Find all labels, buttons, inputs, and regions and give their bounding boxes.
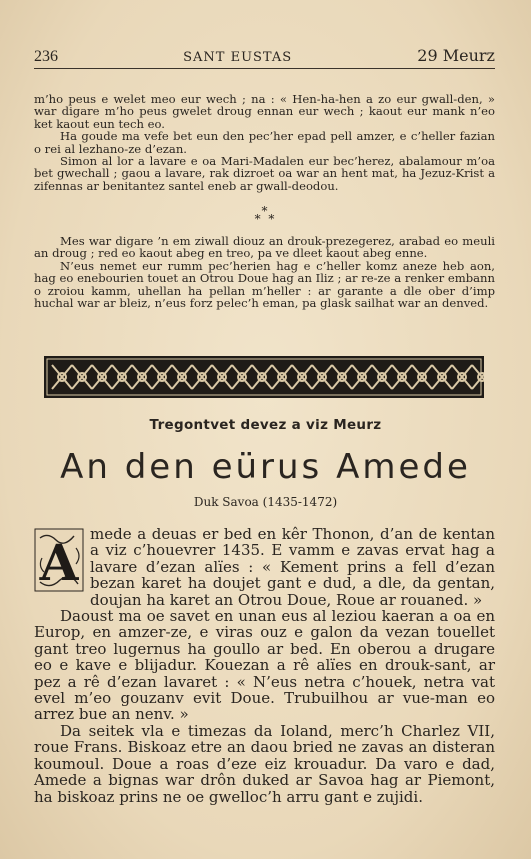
paragraph: mede a deuas er bed en kêr Thonon, d’an de kentan a viz c’houevrer 1435. E vamm e zavas ervat hag a lavare d’ezan alïes : « Kement prins a fell d’ezan bezan karet ha doujet gant e dud, a dle, da gentan, doujan ha karet an Otrou Doue, Roue ar rouaned. » <box>90 525 495 609</box>
celtic-knot-pattern <box>44 356 484 398</box>
drop-cap <box>34 528 84 592</box>
paragraph: N’eus nemet eur rumm pec’herien hag e c’heller komz aneze heb aon, hag eo enebourien touet an Otrou Doue hag an Iliz ; ar re-ze a renker embann o zroiou kamm, uhellan ha pellan m’heller : ar garante a dle ober d’imp huchal war ar bleiz, n’eus forz pelec’h eman, pa glask sailhat war an denved. <box>34 258 495 311</box>
star: * <box>268 212 277 226</box>
section-stars <box>0 204 531 226</box>
chapter-subtitle: Duk Savoa (1435-1472) <box>193 495 338 509</box>
paragraph: Mes war digare ’n em ziwall diouz an drouk-prezegerez, arabad eo meuli an droug ; red eo kaout abeg en treo, pa ve dleet kaout abeg enne. <box>34 234 495 261</box>
paragraph: m’ho peus e welet meo eur wech ; na : « Hen-ha-hen a zo eur gwall-den, » war digare m’ho peus gwelet droug ennan eur wech ; kaout eur mank n’eo ket kaout eun tech eo. <box>34 92 495 131</box>
page-number: 236 <box>34 48 58 65</box>
paragraph: Simon al lor a lavare e oa Mari-Madalen eur bec’herez, abalamour m’oa bet gwechall ; gaou a lavare, rak dizroet oa war an hent mat, ha Jezuz-Krist a zifennas ar benitantez santel eneb ar gwall-deodou. <box>34 154 495 193</box>
running-title: SANT EUSTAS <box>183 50 293 65</box>
running-header <box>34 46 495 69</box>
ornamental-band <box>44 356 484 398</box>
paragraph: Daoust ma oe savet en unan eus al leziou kaeran a oa en Europ, en amzer-ze, e viras ouz e galon da vezan touellet gant treo lugernus ha goullo ar bed. En oberou a drugare eo e kave e blijadur. Kouezan a rê alïes en drouk-sant, ar pez a rê d’ezan lavaret : « N’eus netra c’houek, netra vat evel m’eo gouzanv evit Doue. Trubuilhou ar vue-man eo arrez bue an nenv. » <box>34 607 495 724</box>
previous-text-block <box>34 93 495 192</box>
chapter-title: An den eürus Amede <box>60 447 471 487</box>
paragraph: Ha goude ma vefe bet eun den pec’her epad pell amzer, e c’heller fazian o rei al lezhano-ze d’ezan. <box>34 129 495 156</box>
star: * <box>254 212 263 226</box>
paragraph: Da seitek vla e timezas da Ioland, merc’h Charlez VII, roue Frans. Biskoaz etre an daou bried ne zavas an disteran koumoul. Doue a roas d’eze eiz krouadur. Da varo e dad, Amede a bignas war drôn duked ar Savoa hag ar Piemont, ha biskoaz prins ne oe gwelloc’h arru gant e zujidi. <box>34 721 495 806</box>
main-text-block <box>34 526 495 805</box>
drop-cap-ornament <box>34 528 84 592</box>
header-date: 29 Meurz <box>417 46 495 65</box>
star: * <box>261 204 270 218</box>
chapter-heading: Tregontvet devez a viz Meurz <box>149 417 382 433</box>
drop-cap-letter: A <box>39 533 79 592</box>
previous-text-block-2 <box>34 235 495 309</box>
